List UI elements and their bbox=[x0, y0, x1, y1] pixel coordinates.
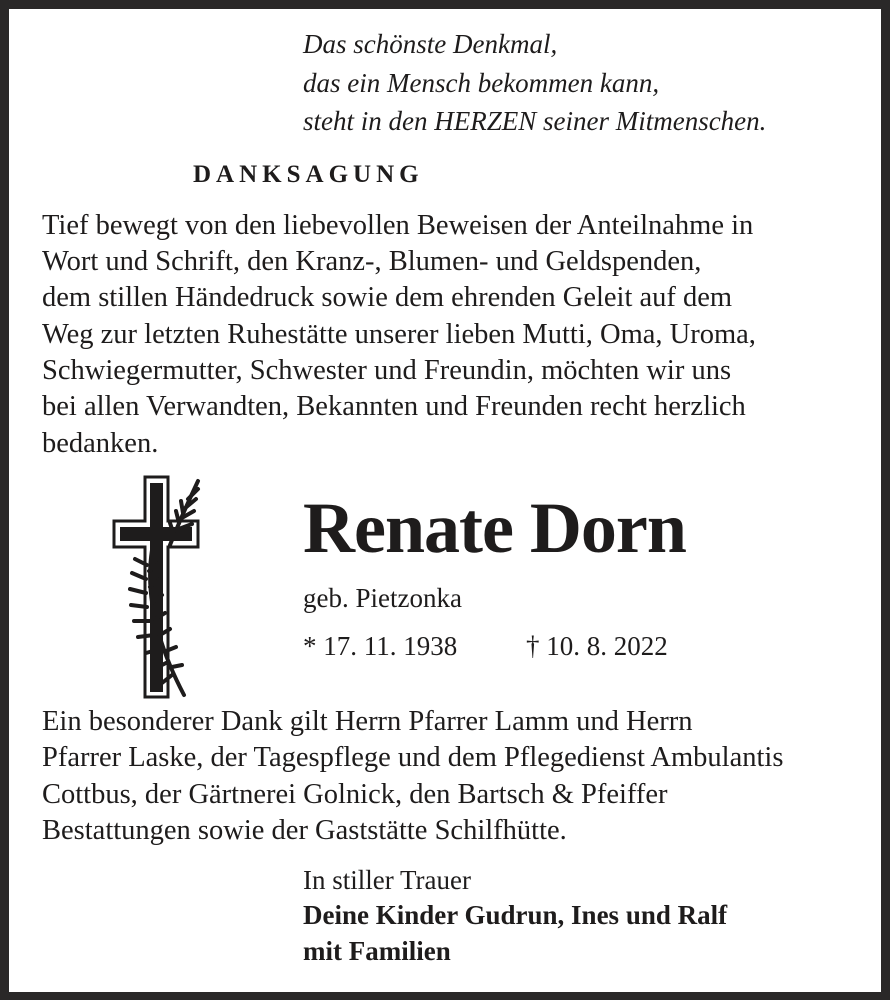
signature-family: mit Familien bbox=[303, 936, 451, 966]
intro-line: Wort und Schrift, den Kranz-, Blumen- und Geldspenden, bbox=[42, 246, 702, 277]
birth-date: * 17. 11. 1938 bbox=[303, 631, 458, 661]
death-date: † 10. 8. 2022 bbox=[526, 631, 668, 661]
thanks-line: Cottbus, der Gärtnerei Golnick, den Bartsch & Pfeiffer bbox=[42, 779, 668, 810]
intro-line: Schwiegermutter, Schwester und Freundin, möchten wir uns bbox=[42, 355, 732, 386]
intro-line: Tief bewegt von den liebevollen Beweisen der Anteilnahme in bbox=[42, 210, 754, 241]
deceased-name: Renate Dorn bbox=[303, 488, 686, 568]
intro-line: bei allen Verwandten, Bekannten und Freunden recht herzlich bbox=[42, 391, 746, 422]
thanks-line: Pfarrer Laske, der Tagespflege und dem Pflegedienst Ambulantis bbox=[42, 742, 784, 773]
obituary-notice bbox=[9, 9, 881, 992]
quote-line: steht in den HERZEN seiner Mitmenschen. bbox=[303, 106, 767, 136]
birth-name: geb. Pietzonka bbox=[303, 583, 462, 613]
heading: DANKSAGUNG bbox=[193, 161, 424, 188]
intro-line: Weg zur letzten Ruhestätte unserer lieben Mutti, Oma, Uroma, bbox=[42, 319, 756, 350]
thanks-line: Bestattungen sowie der Gaststätte Schilfhütte. bbox=[42, 815, 567, 846]
thanks-line: Ein besonderer Dank gilt Herrn Pfarrer Lamm und Herrn bbox=[42, 706, 693, 737]
intro-line: dem stillen Händedruck sowie dem ehrenden Geleit auf dem bbox=[42, 282, 733, 313]
quote-line: das ein Mensch bekommen kann, bbox=[303, 68, 660, 98]
cross-with-palm-branch-icon bbox=[112, 475, 212, 701]
signature-names: Deine Kinder Gudrun, Ines und Ralf bbox=[303, 900, 728, 930]
intro-line: bedanken. bbox=[42, 428, 159, 459]
quote-line: Das schönste Denkmal, bbox=[303, 29, 558, 59]
signature-intro: In stiller Trauer bbox=[303, 865, 471, 895]
